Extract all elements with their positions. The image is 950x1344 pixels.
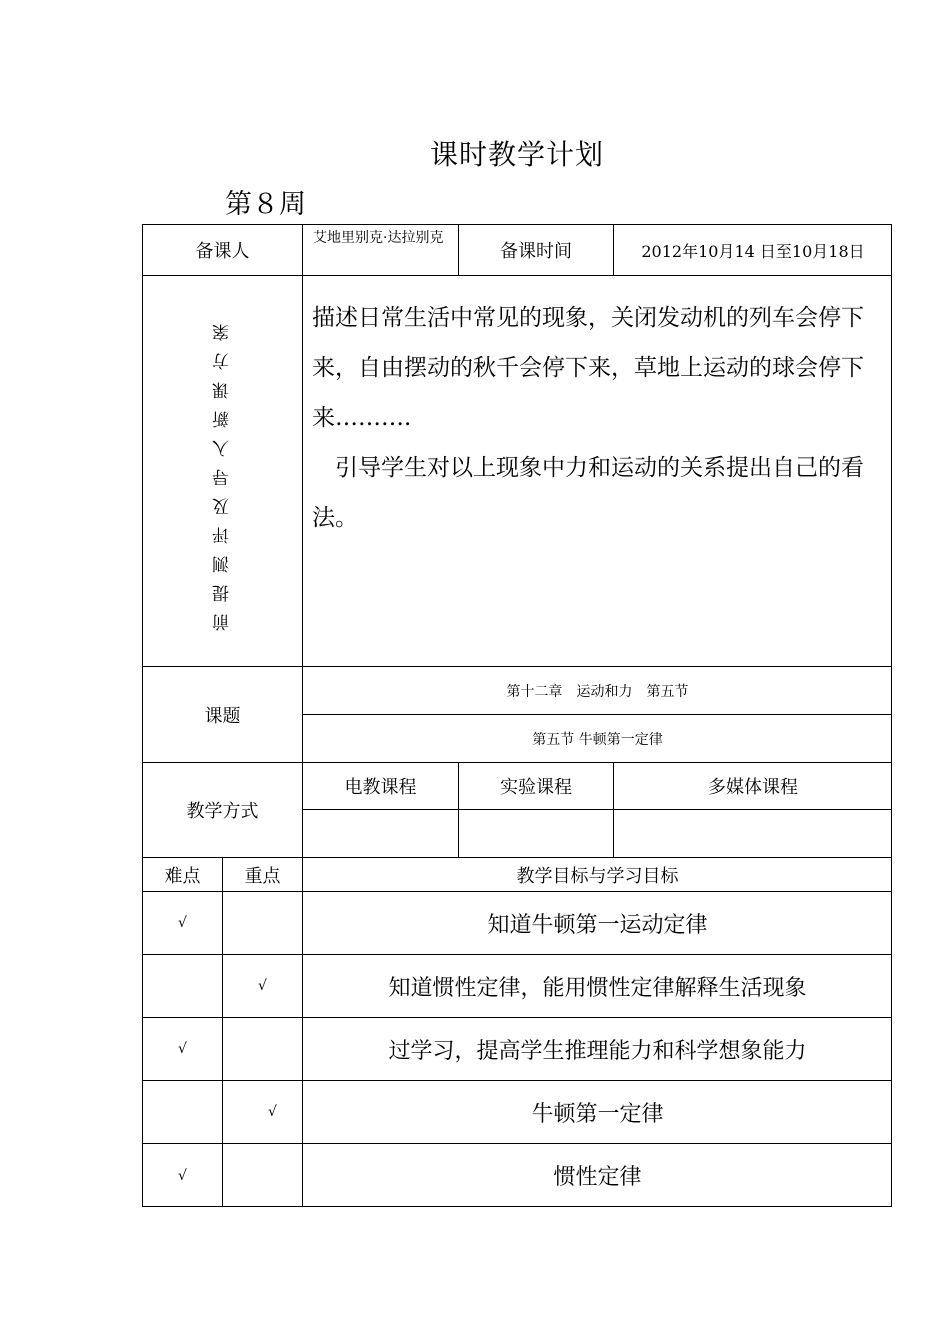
row-4-key-check: √	[222, 1080, 302, 1143]
row-2-goal: 知道惯性定律，能用惯性定律解释生活现象	[302, 954, 892, 1017]
method-label: 教学方式	[142, 762, 302, 857]
intro-label: 前提测评及导入新课方案	[213, 311, 233, 631]
row-1-key-check	[222, 891, 302, 954]
time-label: 备课时间	[458, 224, 613, 275]
method-option-multimedia: 多媒体课程	[613, 762, 892, 809]
intro-label-cell	[142, 275, 302, 666]
row-5-goal: 惯性定律	[302, 1143, 892, 1207]
row-2-difficulty-check	[142, 954, 222, 1017]
page-title: 课时教学计划	[429, 138, 604, 171]
row-2-key-check: √	[222, 954, 302, 1017]
time-value: 2012年10月14 日至10月18日	[613, 224, 892, 275]
row-3-difficulty-check: √	[142, 1017, 222, 1080]
method-value-multimedia	[613, 809, 892, 857]
method-option-lab: 实验课程	[458, 762, 613, 809]
preparer-label: 备课人	[142, 224, 302, 275]
row-3-key-check	[222, 1017, 302, 1080]
goal-column-header: 教学目标与学习目标	[302, 857, 892, 891]
row-3-goal: 过学习，提高学生推理能力和科学想象能力	[302, 1017, 892, 1080]
intro-paragraph-1: 描述日常生活中常见的现象，关闭发动机的列车会停下来，自由摆动的秋千会停下来，草地上运动的球会停下来……….	[312, 305, 864, 431]
row-4-difficulty-check	[142, 1080, 222, 1143]
row-5-key-check	[222, 1143, 302, 1207]
key-column-header: 重点	[222, 857, 302, 891]
row-5-difficulty-check: √	[142, 1143, 222, 1207]
topic-section: 第五节 牛顿第一定律	[302, 714, 892, 762]
intro-content	[302, 275, 892, 666]
row-1-difficulty-check: √	[142, 891, 222, 954]
preparer-name: 艾地里别克·达拉别克	[302, 224, 458, 275]
row-1-goal: 知道牛顿第一运动定律	[302, 891, 892, 954]
difficulty-column-header: 难点	[142, 857, 222, 891]
method-value-av	[302, 809, 458, 857]
week-number: 第８周	[225, 189, 306, 220]
topic-chapter: 第十二章 运动和力 第五节	[302, 666, 892, 714]
topic-label: 课题	[142, 666, 302, 762]
method-option-av: 电教课程	[302, 762, 458, 809]
row-4-goal: 牛顿第一定律	[302, 1080, 892, 1143]
intro-paragraph-2: 引导学生对以上现象中力和运动的关系提出自己的看法。	[312, 455, 864, 531]
method-value-lab	[458, 809, 613, 857]
